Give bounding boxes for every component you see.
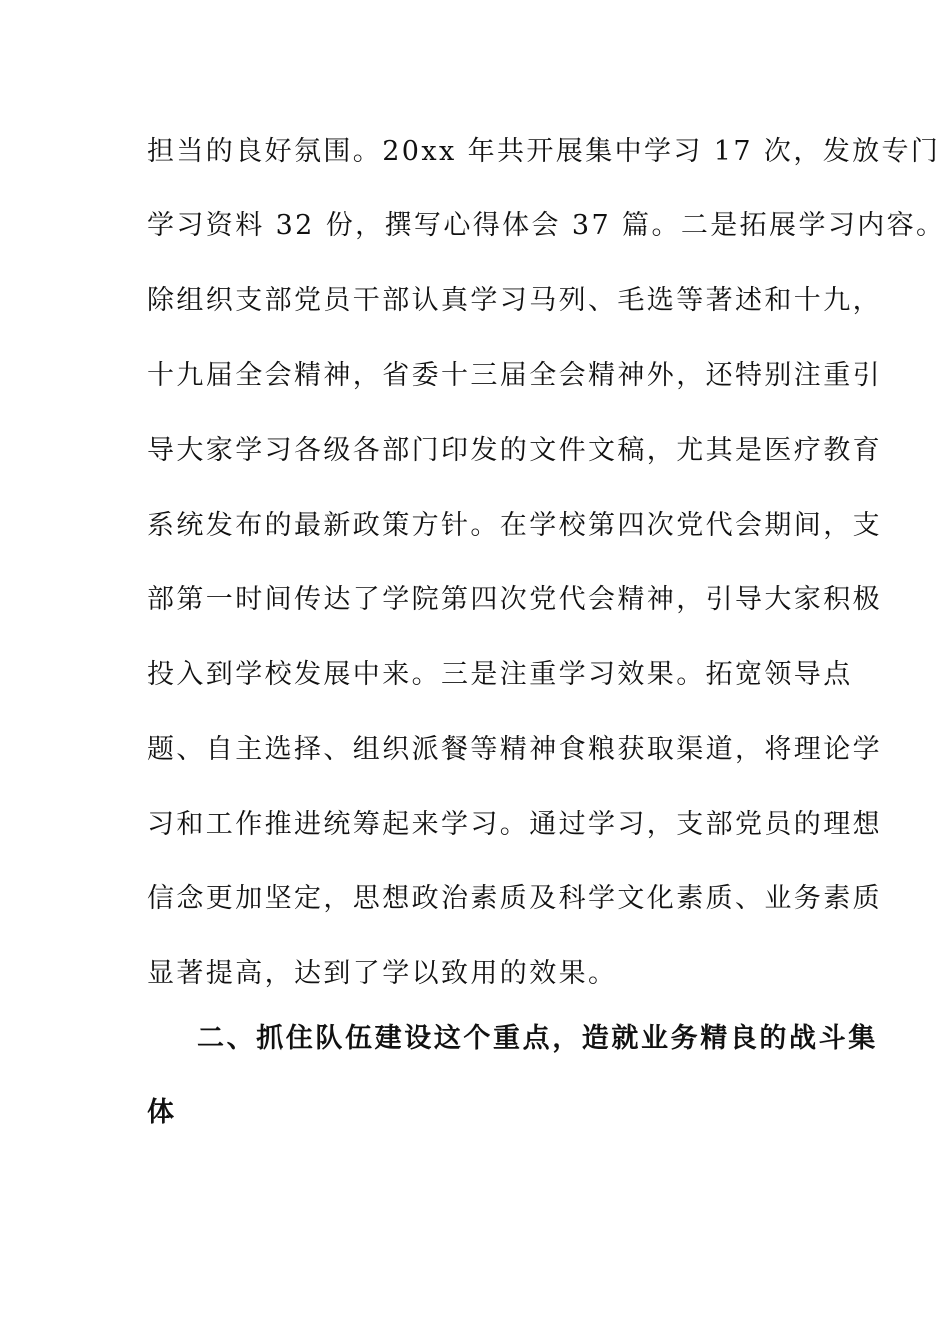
paragraph-line: 除组织支部党员干部认真学习马列、毛选等著述和十九， — [147, 285, 882, 316]
paragraph-line: 系统发布的最新政策方针。在学校第四次党代会期间，支 — [147, 510, 882, 541]
paragraph-line: 信念更加坚定，思想政治素质及科学文化素质、业务素质 — [147, 883, 882, 914]
section-heading-line: 二、抓住队伍建设这个重点，造就业务精良的战斗集 — [197, 1023, 878, 1054]
paragraph-line: 投入到学校发展中来。三是注重学习效果。拓宽领导点 — [147, 659, 853, 690]
paragraph-line: 学习资料 32 份，撰写心得体会 37 篇。二是拓展学习内容。 — [147, 210, 946, 241]
paragraph-line: 显著提高，达到了学以致用的效果。 — [147, 958, 618, 989]
paragraph-line: 导大家学习各级各部门印发的文件文稿，尤其是医疗教育 — [147, 435, 882, 466]
paragraph-line: 十九届全会精神，省委十三届全会精神外，还特别注重引 — [147, 360, 882, 391]
paragraph-line: 部第一时间传达了学院第四次党代会精神，引导大家积极 — [147, 584, 882, 615]
paragraph-line: 习和工作推进统筹起来学习。通过学习，支部党员的理想 — [147, 809, 882, 840]
paragraph-line: 担当的良好氛围。20xx 年共开展集中学习 17 次，发放专门 — [147, 136, 941, 167]
section-heading-line: 体 — [147, 1097, 177, 1128]
paragraph-line: 题、自主选择、组织派餐等精神食粮获取渠道，将理论学 — [147, 734, 882, 765]
